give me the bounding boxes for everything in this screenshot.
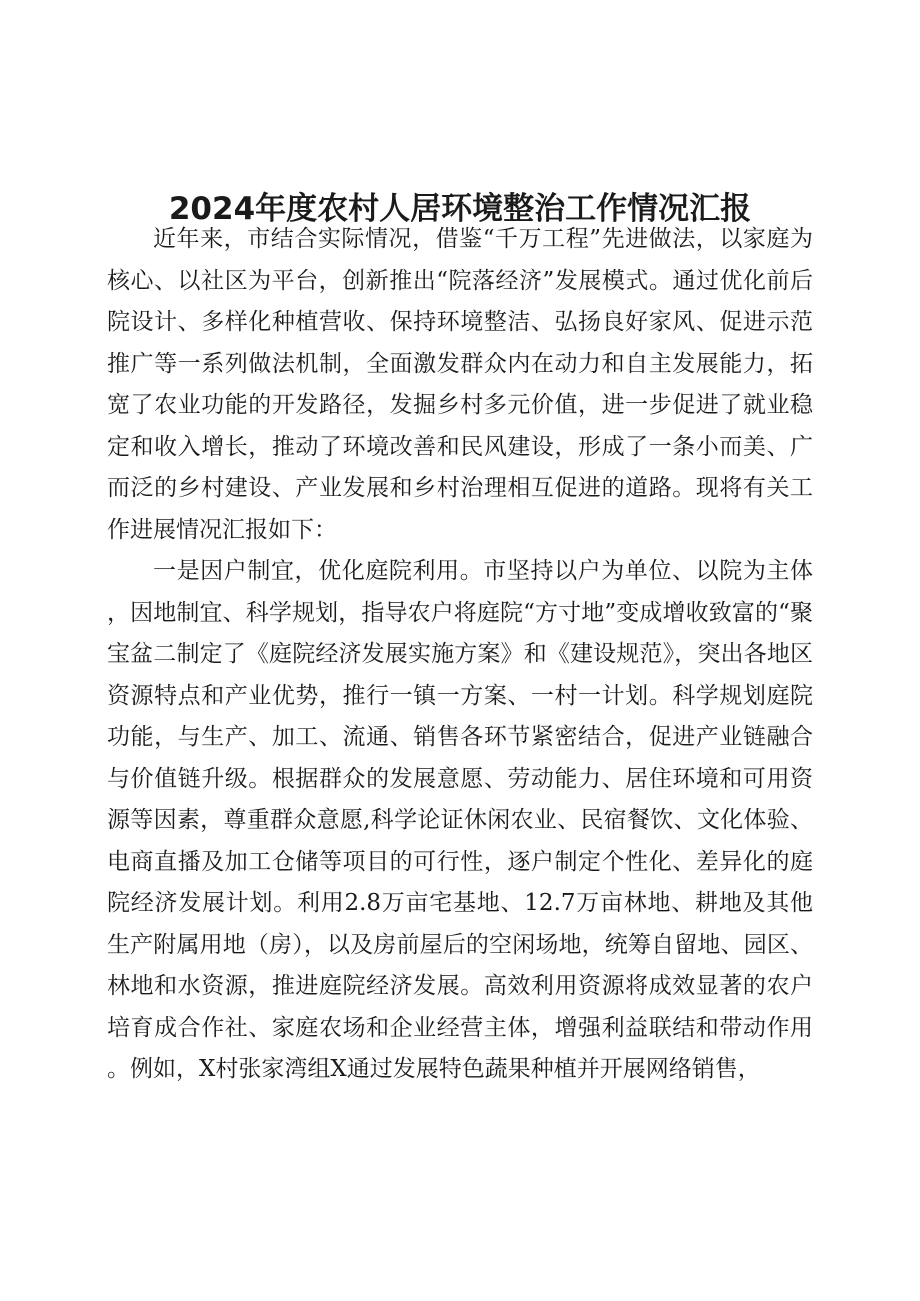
- section-1-heading: 一是因户制宜，优化庭院利用。: [153, 558, 484, 584]
- paragraph-section-1: [107, 551, 813, 1091]
- paragraph-intro-text: 近年来，市结合实际情况，借鉴“千万工程”先进做法，以家庭为核心、以社区为平台，创新推出“院落经济”发展模式。通过优化前后院设计、多样化种植营收、保持环境整洁、弘扬良好家风、促进示范推广等一系列做法机制，全面激发群众内在动力和自主发展能力，拓宽了农业功能的开发路径，发掘乡村多元价值，进一步促进了就业稳定和收入增长，推动了环境改善和民风建设，形成了一条小而美、广而泛的乡村建设、产业发展和乡村治理相互促进的道路。现将有关工作进展情况汇报如下：: [107, 226, 813, 543]
- document-body: [107, 219, 813, 1091]
- paragraph-intro: [107, 219, 813, 551]
- paragraph-section-1-text: 市坚持以户为单位、以院为主体，因地制宜、科学规划，指导农户将庭院“方寸地”变成增收致富的“聚宝盆二制定了《庭院经济发展实施方案》和《建设规范》，突出各地区资源特点和产业优势，推行一镇一方案、一村一计划。科学规划庭院功能，与生产、加工、流通、销售各环节紧密结合，促进产业链融合与价值链升级。根据群众的发展意愿、劳动能力、居住环境和可用资源等因素，尊重群众意愿,科学论证休闲农业、民宿餐饮、文化体验、电商直播及加工仓储等项目的可行性，逐户制定个性化、差异化的庭院经济发展计划。利用2.8万亩宅基地、12.7万亩林地、耕地及其他生产附属用地（房），以及房前屋后的空闲场地，统筹自留地、园区、林地和水资源，推进庭院经济发展。高效利用资源将成效显著的农户培育成合作社、家庭农场和企业经营主体，增强利益联结和带动作用。例如，X村张家湾组X通过发展特色蔬果种植并开展网络销售，: [107, 558, 814, 1082]
- document-title: 2024年度农村人居环境整治工作情况汇报: [168, 190, 752, 227]
